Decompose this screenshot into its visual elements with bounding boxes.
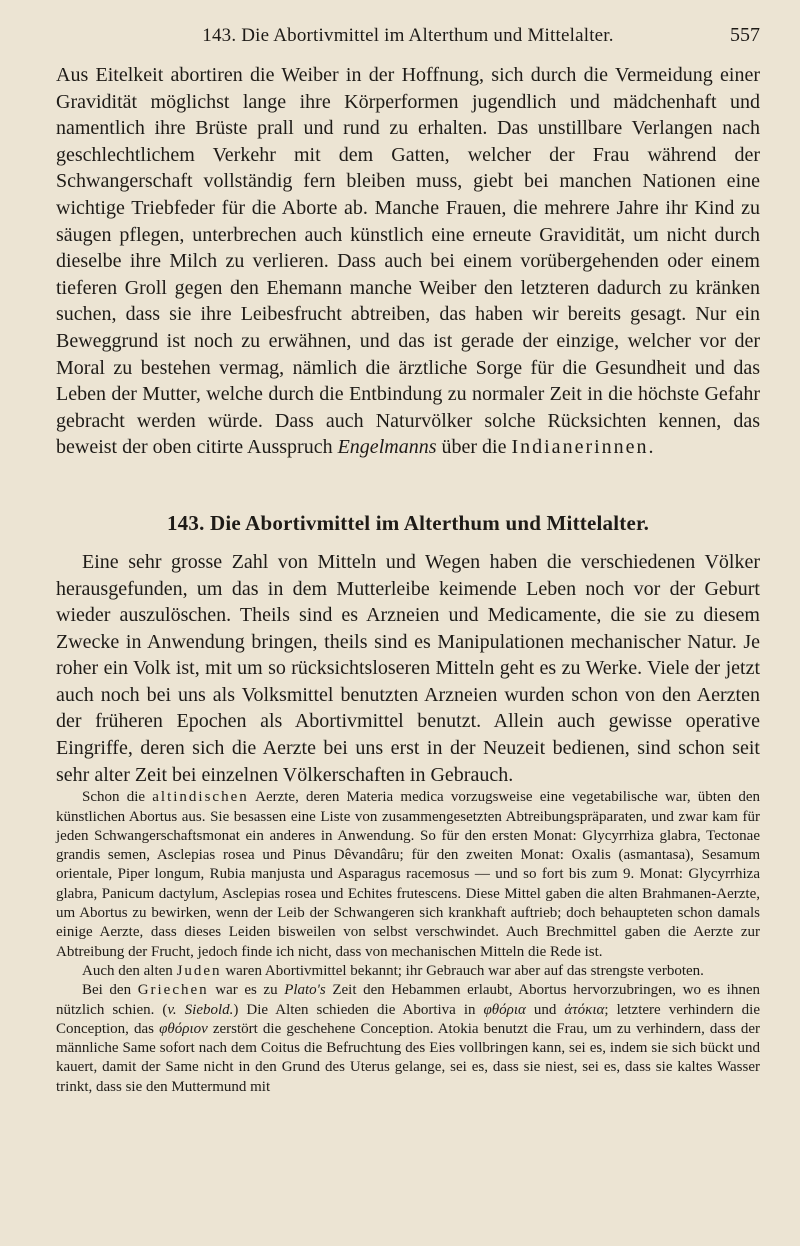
spaced-term-indianerinnen: Indianerinnen bbox=[511, 436, 649, 459]
paragraph-griechen: Bei den Griechen war es zu Plato's Zeit den Hebammen erlaubt, Abortus hervorzubringen, wo es ihnen nützlich schien. (v. Siebold.) Die Alten schieden die Abortiva in φθόρια und ἀτόκια; letztere verhindern die Conception, das φθόριον zerstört die geschehene Conception. Atokia benutzt die Frau, um zu verhindern, dass der männliche Same sofort nach dem Coitus die Befruchtung des Eies vollbringen kann, sei es, indem sie sich bückt und kauert, damit der Same nicht in den Grund des Uterus gelange, sei es, dass sie niest, sei es, dass sie kaltes Wasser trinkt, dass sie den Muttermund mit bbox=[56, 982, 760, 1095]
page-number: 557 bbox=[730, 24, 760, 46]
author-name-engelmann: Engelmanns bbox=[337, 436, 437, 459]
spaced-term-juden: Juden bbox=[176, 962, 222, 979]
running-title: 143. Die Abortivmittel im Alterthum und Mittelalter. bbox=[202, 25, 614, 46]
section-heading: 143. Die Abortivmittel im Alterthum und Mittelalter. bbox=[166, 510, 650, 535]
paragraph-motives: Aus Eitelkeit abortiren die Weiber in der Hoffnung, sich durch die Vermeidung einer Gravidität möglichst lange ihre Körperformen jugendlich und mädchenhaft und namentlich ihre Brüste prall und rund zu erhalten. Das unstillbare Verlangen nach geschlechtlichem Verkehr mit dem Gatten, welcher der Frau während der Schwangerschaft vollständig fern bleiben muss, giebt bei manchen Nationen eine wichtige Triebfeder für die Aborte ab. Manche Frauen, die mehrere Jahre ihr Kind zu säugen pflegen, unterbrechen auch künstlich eine erneute Gravidität, um nicht durch dieselbe ihre Milch zu verlieren. Dass auch bei einem vorübergehenden oder einem tieferen Groll gegen den Ehemann manche Weiber den letzteren dadurch zu kränken suchen, dass sie ihre Leibesfrucht abtreiben, das haben wir bereits gesagt. Nur ein Beweggrund ist noch zu erwähnen, und das ist gerade der einzige, welcher vor der Moral zu bestehen vermag, nämlich die ärztliche Sorge für die Gesundheit und das Leben der Mutter, welche durch die Entbindung zu normaler Zeit in die höchste Gefahr gebracht werden würde. Dass auch Naturvölker solche Rücksichten kennen, das beweist der oben citirte Ausspruch Engelmanns über die Indianerinnen. bbox=[56, 64, 760, 459]
running-header bbox=[56, 24, 760, 47]
author-name-plato: Plato's bbox=[284, 982, 326, 999]
small-print-block bbox=[56, 788, 760, 1097]
paragraph-altindisch: Schon die altindischen Aerzte, deren Materia medica vorzugsweise eine vegetabilische war, übten den künstlichen Abortus aus. Sie besassen eine Liste von zusammengesetzten Abtreibungspräparaten, und zwar kam für jeden Schwangerschaftsmonat ein anderes in Anwendung. So für den ersten Monat: Glycyrrhiza glabra, Tectonae grandis semen, Asclepias rosea und Pinus Dêvandâru; für den zweiten Monat: Oxalis (asmantasa), Sesamum orientale, Piper longum, Rubia manjusta und Asparagus racemosus — und so fort bis zum 9. Monat: Glycyrrhiza glabra, Panicum dactylum, Asclepias rosea und Echites frutescens. Diese Mittel gaben die alten Brahmanen-Aerzte, um Abortus zu bewirken, wenn der Leib der Schwangeren sich krankhaft auftrieb; doch behaupteten schon damals einige Aerzte, dass dieses Leiden bisweilen von selbst verschwindet. Auch Brechmittel gaben die Aerzte zur Abtreibung der Frucht, jedoch finde ich nicht, dass von mechanischen Mitteln die Rede ist. bbox=[56, 789, 760, 960]
paragraph-intro: Eine sehr grosse Zahl von Mitteln und Wegen haben die verschiedenen Völker herausgefunden, um das in dem Mutterleibe keimende Leben noch vor der Geburt wieder auszulöschen. Theils sind es Arzneien und Medicamente, die sie zu diesem Zwecke in Anwendung bringen, theils sind es Manipulationen mechanischer Natur. Je roher ein Volk ist, mit um so rücksichtsloseren Mitteln geht es zu Werke. Viele der jetzt auch noch bei uns als Volksmittel benutzten Arzneien wurden schon von den Aerzten der früheren Epochen als Abortivmittel benutzt. Allein auch gewisse operative Eingriffe, deren sich die Aerzte bei uns erst in der Neuzeit bedienen, sind schon seit sehr alter Zeit bei einzelnen Völkerschaften in Gebrauch. bbox=[56, 550, 760, 786]
author-name-siebold: v. Siebold. bbox=[167, 1001, 234, 1018]
page-body bbox=[56, 62, 760, 1097]
spaced-term-griechen: Griechen bbox=[137, 982, 209, 999]
spaced-term-altindischen: altindischen bbox=[152, 789, 249, 806]
paragraph-juden: Auch den alten Juden waren Abortivmittel bekannt; ihr Gebrauch war aber auf das strengste verboten. bbox=[82, 962, 704, 979]
greek-term-phthorion: φθόριον bbox=[159, 1020, 208, 1037]
greek-term-phthoria: φθόρια bbox=[483, 1001, 526, 1018]
greek-term-atokia: ἀτόκια bbox=[564, 1001, 605, 1018]
